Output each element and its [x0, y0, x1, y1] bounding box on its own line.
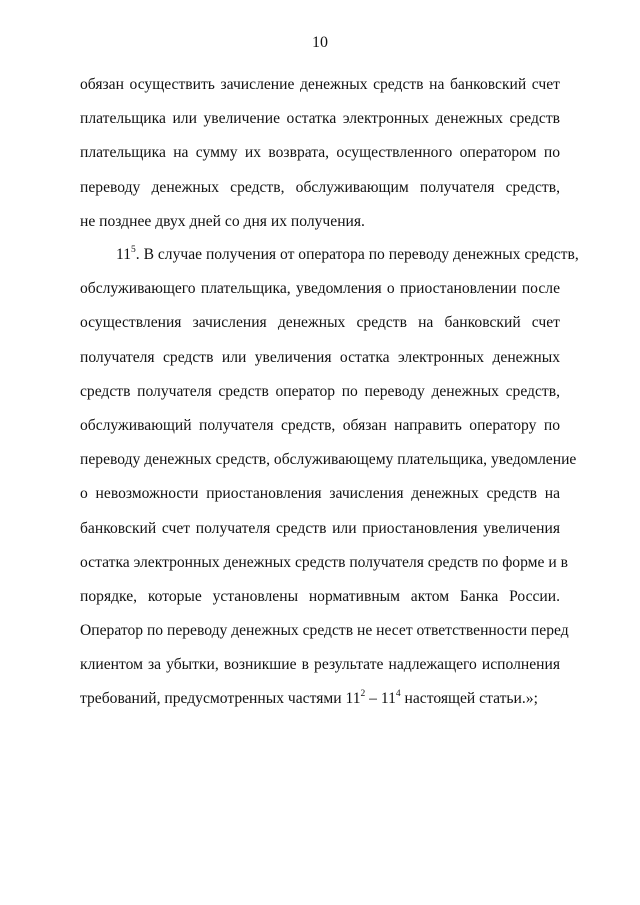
- text-line: о невозможности приостановления зачисления денежных средств на: [80, 485, 560, 503]
- text-line: остатка электронных денежных средств получателя средств по форме и в: [80, 553, 568, 571]
- last-line-suffix: настоящей статьи.»;: [400, 690, 538, 708]
- text-line: не позднее двух дней со дня их получения.: [80, 212, 365, 230]
- text-line: переводу денежных средств, обслуживающим получателя средств,: [80, 178, 560, 196]
- page-number: 10: [312, 34, 328, 51]
- text-line: обслуживающий получателя средств, обязан направить оператору по: [80, 416, 560, 434]
- text-line: средств получателя средств оператор по переводу денежных средств,: [80, 382, 560, 400]
- text-line-first: [80, 238, 579, 272]
- text-line: плательщика или увеличение остатка электронных денежных средств: [80, 110, 560, 128]
- paragraph-continuation: [80, 68, 560, 239]
- paragraph-item-11-5: [80, 238, 579, 717]
- text-line: порядке, которые установлены нормативным актом Банка России.: [80, 587, 560, 605]
- superscript-4: 4: [395, 689, 401, 700]
- range-dash: – 11: [365, 690, 396, 708]
- text-line: плательщика на сумму их возврата, осуществленного оператором по: [80, 144, 560, 162]
- text-line-last: [80, 682, 560, 716]
- last-line-prefix: требований, предусмотренных частями 11: [80, 690, 361, 708]
- item-number: 11: [116, 246, 132, 263]
- item-superscript: 5: [131, 244, 136, 255]
- text-line: Оператор по переводу денежных средств не несет ответственности перед: [80, 622, 569, 640]
- text-line: получателя средств или увеличения остатка электронных денежных: [80, 348, 560, 366]
- text-line: обслуживающего плательщика, уведомления о приостановлении после: [80, 280, 560, 298]
- text-line: клиентом за убытки, возникшие в результате надлежащего исполнения: [80, 656, 560, 674]
- text-line: переводу денежных средств, обслуживающему плательщика, уведомление: [80, 451, 577, 469]
- superscript-2: 2: [360, 689, 366, 700]
- text-line: осуществления зачисления денежных средств на банковский счет: [80, 314, 560, 332]
- first-line-text: . В случае получения от оператора по переводу денежных средств,: [135, 246, 579, 263]
- text-line: банковский счет получателя средств или приостановления увеличения: [80, 519, 560, 537]
- text-line: обязан осуществить зачисление денежных средств на банковский счет: [80, 76, 560, 93]
